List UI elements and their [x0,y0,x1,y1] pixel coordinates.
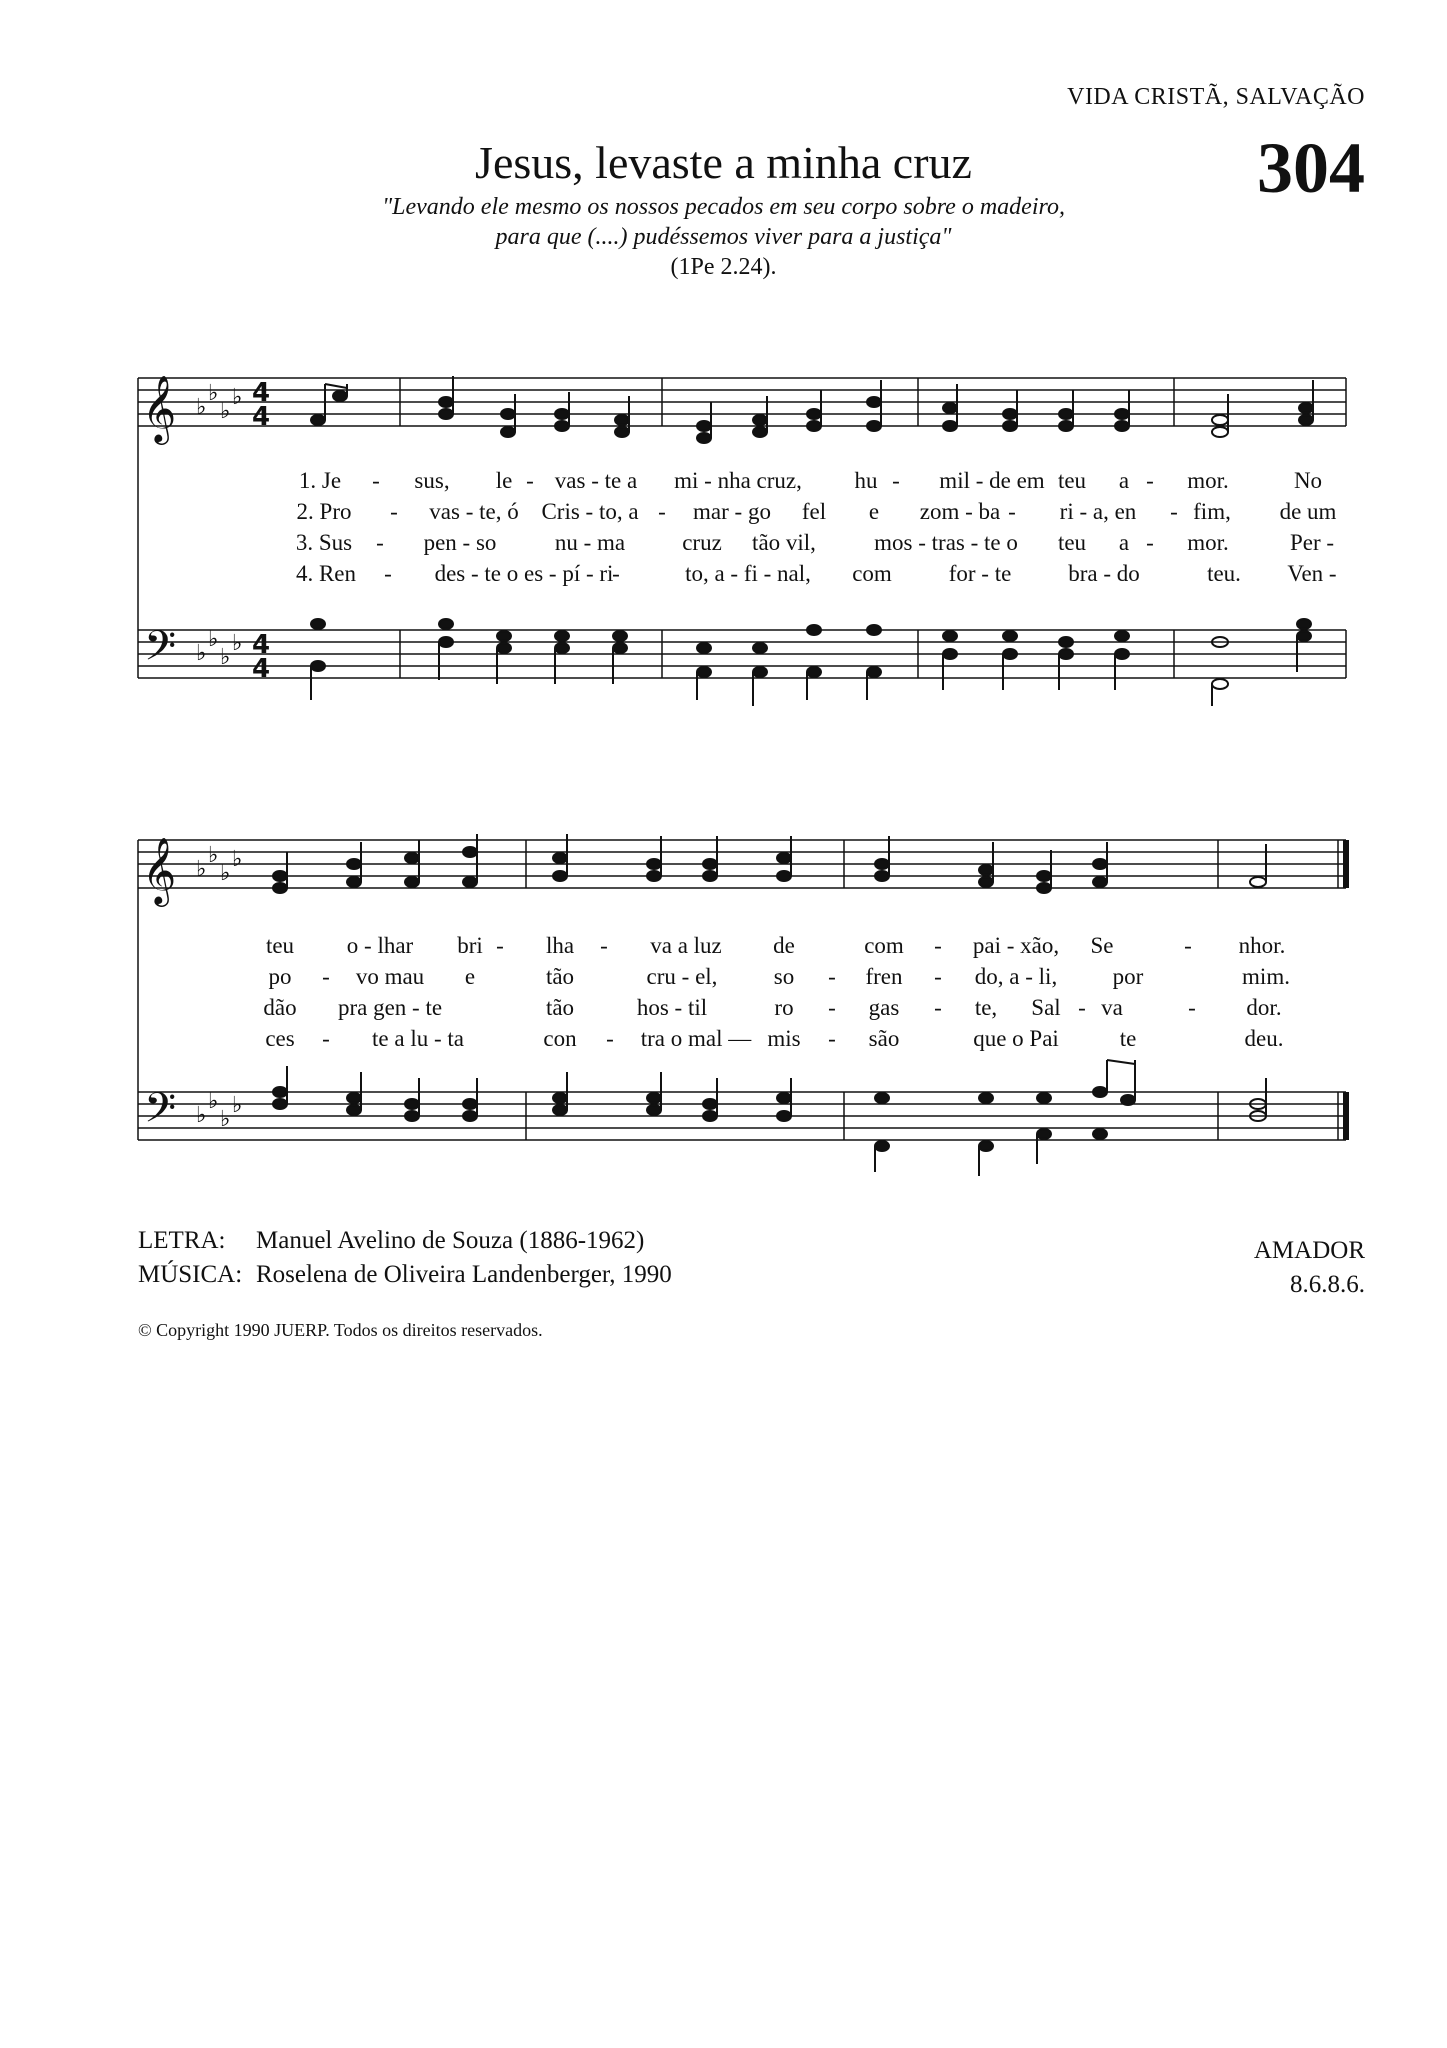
svg-text:♭: ♭ [232,847,243,872]
lyrics-author: Manuel Avelino de Souza (1886-1962) [256,1227,645,1254]
lyric-syllable: tra o mal — [640,1026,752,1051]
lyric-syllable: - [496,933,504,958]
svg-text:♭: ♭ [196,395,207,420]
svg-text:♭: ♭ [220,399,231,424]
lyric-syllable: tão [545,995,575,1020]
svg-text:♭: ♭ [232,631,243,656]
lyric-syllable: - [526,468,534,493]
lyric-syllable: fel [801,499,827,524]
lyric-syllable: deu. [1244,1026,1284,1051]
lyrics-credit [138,1224,672,1258]
lyric-syllable: tão vil, [752,530,816,555]
lyric-syllable: vo mau [355,964,425,989]
lyric-syllable: teu [1057,468,1087,493]
music-author: Roselena de Oliveira Landenberger, 1990 [256,1261,672,1288]
lyric-syllable: fren [865,964,903,989]
lyric-syllable: teu. [1207,561,1241,586]
svg-text:𝄞: 𝄞 [142,836,177,904]
svg-text:♭: ♭ [220,861,231,886]
lyric-syllable: teu [265,933,295,958]
lyric-syllable: - [1146,468,1154,493]
lyric-syllable: de [773,933,795,958]
lyric-syllable: mim. [1242,964,1290,989]
lyric-syllable: - [892,468,900,493]
svg-text:𝄢: 𝄢 [144,622,177,680]
lyric-syllable: to, a - fi - nal, [685,561,811,586]
hymn-title: Jesus, levaste a minha cruz [475,137,972,188]
lyric-syllable: ces [265,1026,295,1051]
lyric-syllable: hu [854,468,878,493]
lyric-syllable: - [828,995,836,1020]
svg-text:♭: ♭ [220,645,231,670]
lyric-syllable: - [934,995,942,1020]
lyric-syllable: fim, [1193,499,1231,524]
lyric-syllable: - [934,933,942,958]
lyric-syllable: - [606,1026,614,1051]
system-1-noteheads [311,376,1313,443]
lyric-syllable: teu [1057,530,1087,555]
lyric-syllable: No [1293,468,1323,493]
svg-text:♭: ♭ [196,641,207,666]
lyric-syllable: - [384,561,392,586]
lyric-syllable: - [322,964,330,989]
lyric-syllable: mor. [1187,468,1229,493]
lyric-syllable: - [1188,995,1196,1020]
lyric-syllable: que o Pai [973,1026,1059,1051]
lyric-syllable: mor. [1187,530,1229,555]
lyric-syllable: - [1146,530,1154,555]
lyric-syllable: com [852,561,892,586]
lyric-syllable: a [1118,468,1130,493]
svg-text:4: 4 [252,630,271,660]
lyric-syllable: 4. Ren [295,561,357,586]
lyric-syllable: são [868,1026,900,1051]
lyric-syllable: - [600,933,608,958]
lyric-syllable: cruz [682,530,722,555]
svg-text:♭: ♭ [232,385,243,410]
system-2-treble-staff [138,840,1346,888]
svg-text:4: 4 [252,378,271,408]
lyric-syllable: te [1119,1026,1137,1051]
svg-text:4: 4 [252,654,271,684]
tune-info [1254,1234,1365,1302]
lyric-syllable: a [1118,530,1130,555]
lyric-syllable: bri [457,933,483,958]
meter: 8.6.8.6. [1290,1271,1365,1298]
lyric-syllable: so [773,964,795,989]
lyric-syllable: 2. Pro [296,499,352,524]
lyric-syllable: lha [545,933,575,958]
lyric-syllable: dor. [1246,995,1282,1020]
hymn-category: VIDA CRISTÃ, SALVAÇÃO [1067,84,1365,110]
lyric-syllable: com [864,933,904,958]
lyric-syllable: mil - de em [939,468,1045,493]
music-credit [138,1258,672,1292]
lyric-syllable: 3. Sus [295,530,353,555]
lyric-syllable: - [612,561,620,586]
lyric-syllable: - [1008,499,1016,524]
lyric-syllable: te, [974,995,998,1020]
lyric-syllable: ro [774,995,794,1020]
lyric-syllable: - [828,1026,836,1051]
lyric-syllable: do, a - li, [974,964,1058,989]
svg-text:♭: ♭ [232,1093,243,1118]
lyric-syllable: e [464,964,476,989]
lyric-syllable: Cris - to, a [541,499,639,524]
system-2-bass-noteheads [273,1060,1266,1176]
epigraph-line-2: para que (....) pudéssemos viver para a justiça" [495,224,952,250]
svg-text:𝄢: 𝄢 [144,1084,177,1142]
lyric-syllable: vas - te a [554,468,638,493]
lyric-syllable: va a luz [650,933,722,958]
copyright-notice: © Copyright 1990 JUERP. Todos os direitos reservados. [138,1320,543,1340]
system-1-brackets [284,350,910,358]
svg-text:♭: ♭ [196,857,207,882]
lyric-syllable: pra gen - te [337,995,443,1020]
svg-text:♭: ♭ [208,627,219,652]
lyric-syllable: - [372,468,380,493]
lyric-syllable: - [828,964,836,989]
lyric-syllable: - [390,499,398,524]
svg-text:♭: ♭ [208,1089,219,1114]
system-2-brackets [846,822,1340,830]
lyric-syllable: - [1184,933,1192,958]
lyric-syllable: Ven - [1287,561,1337,586]
lyric-syllable: mis [767,1026,801,1051]
lyric-syllable: te a lu - ta [372,1026,464,1051]
lyric-syllable: tão [545,964,575,989]
lyric-syllable: le [495,468,513,493]
lyric-syllable: - [934,964,942,989]
hymn-number: 304 [1257,128,1365,208]
lyric-syllable: ri - a, en [1059,499,1137,524]
lyric-syllable: - [376,530,384,555]
lyric-syllable: - [658,499,666,524]
svg-text:♭: ♭ [208,843,219,868]
lyric-syllable: 1. Je [298,468,342,493]
svg-text:4: 4 [252,402,271,432]
lyric-syllable: con [543,1026,577,1051]
system-2-clefs-and-signatures [142,836,242,1142]
svg-text:𝄞: 𝄞 [142,374,177,442]
lyric-syllable: zom - ba [919,499,1001,524]
lyric-syllable: for - te [948,561,1012,586]
tune-name: AMADOR [1253,1237,1365,1264]
lyric-syllable: Per - [1289,530,1335,555]
lyric-syllable: des - te o es - pí - ri [434,561,614,586]
lyric-syllable: mar - go [693,499,771,524]
credits [138,1224,672,1292]
lyric-syllable: sus, [414,468,450,493]
lyric-syllable: e [868,499,880,524]
lyric-syllable: o - lhar [346,933,414,958]
svg-text:♭: ♭ [196,1103,207,1128]
lyric-syllable: gas [868,995,900,1020]
lyric-syllable: hos - til [636,995,708,1020]
lyric-syllable: Sal [1031,995,1061,1020]
lyric-syllable: nhor. [1238,933,1286,958]
lyric-syllable: - [1078,995,1086,1020]
lyric-syllable: po [268,964,292,989]
lyric-syllable: dão [263,995,297,1020]
system-1-bass-noteheads [311,619,1311,706]
lyric-syllable: Se [1090,933,1114,958]
lyric-syllable: mi - nha cruz, [674,468,802,493]
lyric-syllable: bra - do [1068,561,1140,586]
epigraph-line-1: "Levando ele mesmo os nossos pecados em seu corpo sobre o madeiro, [382,194,1065,220]
system-1-clefs-and-signatures [142,374,270,684]
lyric-syllable: pai - xão, [972,933,1060,958]
lyric-syllable: - [322,1026,330,1051]
lyric-syllable: - [1170,499,1178,524]
lyrics-label: LETRA: [138,1227,226,1254]
lyric-syllable: pen - so [423,530,497,555]
lyric-syllable: cru - el, [646,964,718,989]
system-2-barlines [138,840,1346,1140]
system-2-bass-staff [138,1092,1346,1140]
scripture-reference: (1Pe 2.24). [670,254,777,280]
music-label: MÚSICA: [138,1261,243,1288]
lyric-syllable: va [1101,995,1123,1020]
lyric-syllable: mos - tras - te o [874,530,1018,555]
svg-text:♭: ♭ [220,1107,231,1132]
lyric-syllable: de um [1279,499,1337,524]
svg-text:♭: ♭ [208,381,219,406]
lyric-syllable: nu - ma [554,530,626,555]
lyric-syllable: vas - te, ó [429,499,519,524]
lyric-syllable: por [1112,964,1144,989]
